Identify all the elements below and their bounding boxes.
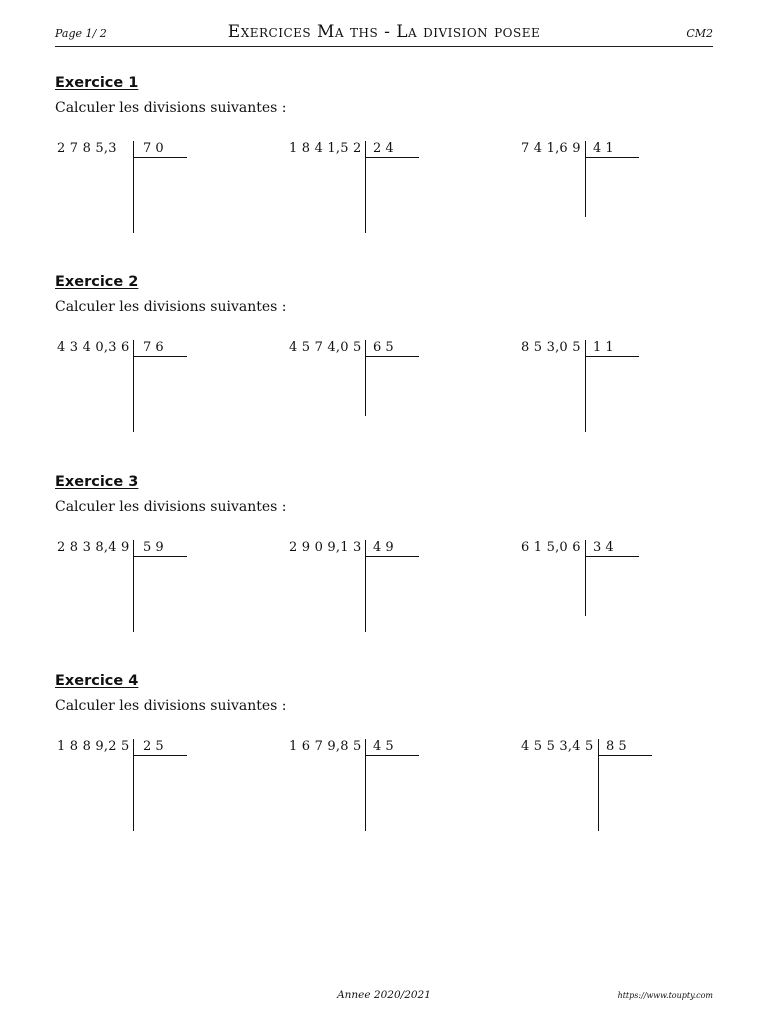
dividend: 6 1 5,0 6 [521, 540, 581, 555]
division-bar-vertical [598, 739, 599, 831]
exercise-title: Exercice 2 [55, 274, 139, 290]
division-bar-vertical [585, 540, 586, 616]
dividend: 4 5 7 4,0 5 [289, 340, 362, 355]
dividend: 1 8 8 9,2 5 [57, 739, 130, 754]
divisor: 6 5 [373, 340, 394, 355]
exercise-4 [55, 673, 715, 853]
page-number: Page 1/ 2 [55, 27, 107, 40]
division-bar-vertical [133, 540, 134, 632]
division-bar-vertical [585, 340, 586, 432]
exercise-1 [55, 75, 715, 255]
division-bar-horizontal [598, 755, 652, 756]
division-bar-vertical [585, 141, 586, 217]
dividend: 8 5 3,0 5 [521, 340, 581, 355]
divisor: 2 5 [143, 739, 164, 754]
divisor: 4 5 [373, 739, 394, 754]
division-bar-vertical [133, 141, 134, 233]
division-bar-vertical [365, 540, 366, 632]
dividend: 2 7 8 5,3 [57, 141, 117, 156]
grade-level: CM2 [686, 27, 713, 40]
exercise-title: Exercice 3 [55, 474, 139, 490]
division-bar-horizontal [365, 755, 419, 756]
divisor: 5 9 [143, 540, 164, 555]
exercise-2 [55, 274, 715, 454]
divisor: 8 5 [606, 739, 627, 754]
exercise-instruction: Calculer les divisions suivantes : [55, 698, 287, 714]
page-title: Exercices Ma ths - La division posee [227, 22, 541, 42]
division-bar-horizontal [365, 556, 419, 557]
dividend: 2 8 3 8,4 9 [57, 540, 130, 555]
dividend: 1 6 7 9,8 5 [289, 739, 362, 754]
divisor: 4 9 [373, 540, 394, 555]
exercise-instruction: Calculer les divisions suivantes : [55, 499, 287, 515]
dividend: 4 3 4 0,3 6 [57, 340, 130, 355]
exercise-instruction: Calculer les divisions suivantes : [55, 100, 287, 116]
school-year: Annee 2020/2021 [337, 989, 431, 1001]
dividend: 4 5 5 3,4 5 [521, 739, 594, 754]
source-url: https://www.toupty.com [617, 991, 713, 1000]
division-bar-horizontal [365, 157, 419, 158]
division-bar-vertical [365, 141, 366, 233]
division-bar-vertical [365, 739, 366, 831]
dividend: 7 4 1,6 9 [521, 141, 581, 156]
division-bar-horizontal [585, 356, 639, 357]
divisor: 2 4 [373, 141, 394, 156]
division-bar-vertical [133, 739, 134, 831]
divisor: 3 4 [593, 540, 614, 555]
division-bar-horizontal [133, 157, 187, 158]
division-bar-horizontal [365, 356, 419, 357]
exercise-3 [55, 474, 715, 654]
division-bar-horizontal [585, 556, 639, 557]
divisor: 7 0 [143, 141, 164, 156]
division-bar-horizontal [133, 356, 187, 357]
division-bar-vertical [133, 340, 134, 432]
division-bar-horizontal [133, 755, 187, 756]
exercise-title: Exercice 1 [55, 75, 139, 91]
divisor: 4 1 [593, 141, 614, 156]
exercise-title: Exercice 4 [55, 673, 139, 689]
page-header [55, 22, 713, 47]
divisor: 7 6 [143, 340, 164, 355]
dividend: 1 8 4 1,5 2 [289, 141, 362, 156]
exercise-instruction: Calculer les divisions suivantes : [55, 299, 287, 315]
division-bar-horizontal [585, 157, 639, 158]
divisor: 1 1 [593, 340, 614, 355]
dividend: 2 9 0 9,1 3 [289, 540, 362, 555]
division-bar-vertical [365, 340, 366, 416]
division-bar-horizontal [133, 556, 187, 557]
